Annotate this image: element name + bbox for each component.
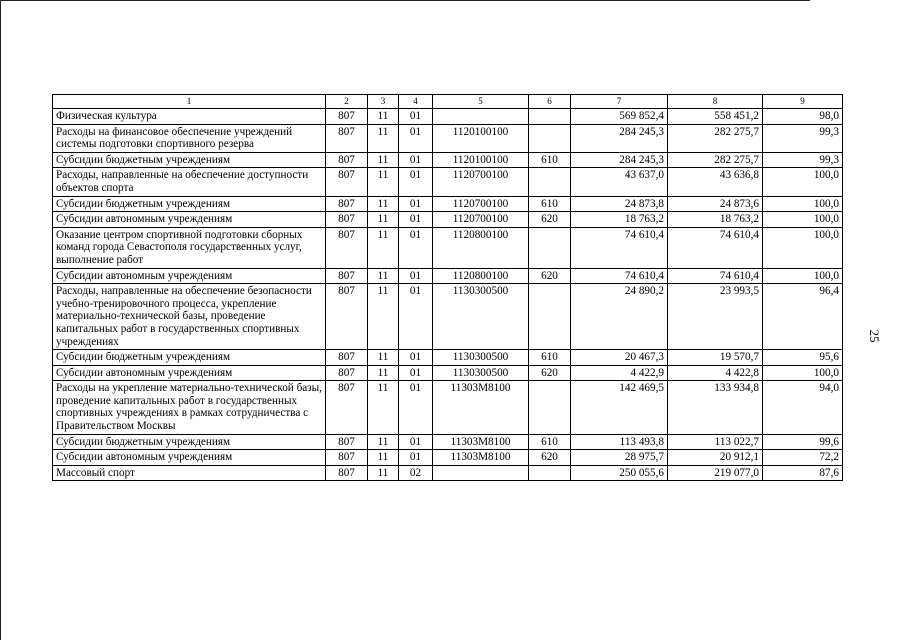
table-row [53, 381, 843, 434]
target-article-cell: 1130300500 [433, 350, 529, 366]
scan-edge-top [0, 0, 810, 1]
row-name-cell: Субсидии бюджетным учреждениям [53, 350, 326, 366]
expense-type-cell [529, 124, 571, 152]
planned-amount-cell: 24 873,8 [571, 196, 668, 212]
target-article-cell: 11303М8100 [433, 450, 529, 466]
planned-amount-cell: 284 245,3 [571, 124, 668, 152]
section-cell: 11 [368, 284, 399, 350]
subsection-cell: 01 [399, 268, 433, 284]
planned-amount-cell: 20 467,3 [571, 350, 668, 366]
expense-type-cell: 620 [529, 450, 571, 466]
section-cell: 11 [368, 196, 399, 212]
row-name-cell: Субсидии автономным учреждениям [53, 365, 326, 381]
admin-code-cell: 807 [326, 450, 368, 466]
admin-code-cell: 807 [326, 381, 368, 434]
actual-amount-cell: 219 077,0 [668, 465, 763, 481]
planned-amount-cell: 74 610,4 [571, 227, 668, 268]
admin-code-cell: 807 [326, 365, 368, 381]
target-article-cell [433, 465, 529, 481]
row-name-cell: Массовый спорт [53, 465, 326, 481]
actual-amount-cell: 133 934,8 [668, 381, 763, 434]
actual-amount-cell: 113 022,7 [668, 434, 763, 450]
expense-type-cell [529, 109, 571, 125]
expense-type-cell: 610 [529, 434, 571, 450]
row-name-cell: Физическая культура [53, 109, 326, 125]
row-name-cell: Субсидии бюджетным учреждениям [53, 152, 326, 168]
row-name-cell: Субсидии бюджетным учреждениям [53, 196, 326, 212]
table-header [53, 95, 843, 109]
expense-type-cell: 620 [529, 365, 571, 381]
target-article-cell: 1120100100 [433, 124, 529, 152]
row-name-cell: Расходы, направленные на обеспечение доступности объектов спорта [53, 168, 326, 196]
scan-edge-left [0, 0, 1, 640]
actual-amount-cell: 24 873,6 [668, 196, 763, 212]
target-article-cell: 1120700100 [433, 168, 529, 196]
row-name-cell: Расходы на финансовое обеспечение учреждений системы подготовки спортивного резерва [53, 124, 326, 152]
admin-code-cell: 807 [326, 196, 368, 212]
expense-type-cell: 620 [529, 212, 571, 228]
actual-amount-cell: 282 275,7 [668, 124, 763, 152]
row-name-cell: Субсидии автономным учреждениям [53, 212, 326, 228]
subsection-cell: 01 [399, 212, 433, 228]
planned-amount-cell: 569 852,4 [571, 109, 668, 125]
expense-type-cell: 610 [529, 350, 571, 366]
subsection-cell: 01 [399, 227, 433, 268]
planned-amount-cell: 113 493,8 [571, 434, 668, 450]
execution-percent-cell: 100,0 [763, 365, 843, 381]
header-cell-col-3: 3 [368, 95, 399, 109]
admin-code-cell: 807 [326, 350, 368, 366]
subsection-cell: 01 [399, 168, 433, 196]
execution-percent-cell: 99,3 [763, 152, 843, 168]
admin-code-cell: 807 [326, 465, 368, 481]
execution-percent-cell: 99,3 [763, 124, 843, 152]
section-cell: 11 [368, 212, 399, 228]
budget-table [52, 94, 843, 481]
section-cell: 11 [368, 168, 399, 196]
subsection-cell: 01 [399, 350, 433, 366]
table-row [53, 450, 843, 466]
admin-code-cell: 807 [326, 212, 368, 228]
target-article-cell [433, 109, 529, 125]
actual-amount-cell: 282 275,7 [668, 152, 763, 168]
section-cell: 11 [368, 124, 399, 152]
actual-amount-cell: 4 422,8 [668, 365, 763, 381]
table-row [53, 465, 843, 481]
expense-type-cell: 610 [529, 196, 571, 212]
target-article-cell: 1120800100 [433, 227, 529, 268]
subsection-cell: 01 [399, 381, 433, 434]
actual-amount-cell: 558 451,2 [668, 109, 763, 125]
header-row [53, 95, 843, 109]
target-article-cell: 1120800100 [433, 268, 529, 284]
row-name-cell: Оказание центром спортивной подготовки сборных команд города Севастополя государственных услуг, выполнение работ [53, 227, 326, 268]
section-cell: 11 [368, 152, 399, 168]
expense-type-cell [529, 227, 571, 268]
header-cell-col-6: 6 [529, 95, 571, 109]
expense-type-cell [529, 381, 571, 434]
planned-amount-cell: 18 763,2 [571, 212, 668, 228]
actual-amount-cell: 23 993,5 [668, 284, 763, 350]
execution-percent-cell: 100,0 [763, 168, 843, 196]
subsection-cell: 01 [399, 284, 433, 350]
execution-percent-cell: 87,6 [763, 465, 843, 481]
execution-percent-cell: 100,0 [763, 268, 843, 284]
header-cell-col-7: 7 [571, 95, 668, 109]
planned-amount-cell: 284 245,3 [571, 152, 668, 168]
planned-amount-cell: 74 610,4 [571, 268, 668, 284]
section-cell: 11 [368, 350, 399, 366]
execution-percent-cell: 94,0 [763, 381, 843, 434]
row-name-cell: Расходы, направленные на обеспечение безопасности учебно-тренировочного процесса, укрепление материально-технической базы, проведение капитальных работ в государственных спортивных учреждениях [53, 284, 326, 350]
planned-amount-cell: 24 890,2 [571, 284, 668, 350]
table-row [53, 212, 843, 228]
execution-percent-cell: 100,0 [763, 196, 843, 212]
target-article-cell: 11303М8100 [433, 434, 529, 450]
planned-amount-cell: 142 469,5 [571, 381, 668, 434]
target-article-cell: 1130300500 [433, 284, 529, 350]
table-row [53, 268, 843, 284]
execution-percent-cell: 100,0 [763, 227, 843, 268]
table-row [53, 350, 843, 366]
actual-amount-cell: 74 610,4 [668, 268, 763, 284]
table-row [53, 124, 843, 152]
subsection-cell: 01 [399, 450, 433, 466]
subsection-cell: 01 [399, 109, 433, 125]
actual-amount-cell: 74 610,4 [668, 227, 763, 268]
row-name-cell: Субсидии бюджетным учреждениям [53, 434, 326, 450]
section-cell: 11 [368, 381, 399, 434]
table-row [53, 196, 843, 212]
header-cell-col-8: 8 [668, 95, 763, 109]
table-body [53, 109, 843, 481]
subsection-cell: 01 [399, 196, 433, 212]
page-number: 25 [867, 329, 882, 343]
subsection-cell: 01 [399, 434, 433, 450]
expense-type-cell [529, 168, 571, 196]
admin-code-cell: 807 [326, 284, 368, 350]
section-cell: 11 [368, 227, 399, 268]
table-row [53, 168, 843, 196]
section-cell: 11 [368, 365, 399, 381]
row-name-cell: Расходы на укрепление материально-технической базы, проведение капитальных работ в государственных спортивных учреждениях в рамках сотрудничества с Правительством Москвы [53, 381, 326, 434]
execution-percent-cell: 100,0 [763, 212, 843, 228]
header-cell-col-9: 9 [763, 95, 843, 109]
execution-percent-cell: 72,2 [763, 450, 843, 466]
section-cell: 11 [368, 465, 399, 481]
header-cell-col-5: 5 [433, 95, 529, 109]
target-article-cell: 1120100100 [433, 152, 529, 168]
header-cell-col-2: 2 [326, 95, 368, 109]
execution-percent-cell: 96,4 [763, 284, 843, 350]
subsection-cell: 01 [399, 124, 433, 152]
table-row [53, 109, 843, 125]
planned-amount-cell: 250 055,6 [571, 465, 668, 481]
admin-code-cell: 807 [326, 109, 368, 125]
table-row [53, 365, 843, 381]
planned-amount-cell: 4 422,9 [571, 365, 668, 381]
actual-amount-cell: 18 763,2 [668, 212, 763, 228]
execution-percent-cell: 99,6 [763, 434, 843, 450]
section-cell: 11 [368, 109, 399, 125]
table-row [53, 284, 843, 350]
table-row [53, 152, 843, 168]
table-row [53, 227, 843, 268]
planned-amount-cell: 43 637,0 [571, 168, 668, 196]
admin-code-cell: 807 [326, 227, 368, 268]
actual-amount-cell: 43 636,8 [668, 168, 763, 196]
subsection-cell: 01 [399, 365, 433, 381]
subsection-cell: 01 [399, 152, 433, 168]
header-cell-col-4: 4 [399, 95, 433, 109]
expense-type-cell: 620 [529, 268, 571, 284]
expense-type-cell: 610 [529, 152, 571, 168]
execution-percent-cell: 95,6 [763, 350, 843, 366]
section-cell: 11 [368, 450, 399, 466]
admin-code-cell: 807 [326, 168, 368, 196]
row-name-cell: Субсидии автономным учреждениям [53, 450, 326, 466]
admin-code-cell: 807 [326, 268, 368, 284]
section-cell: 11 [368, 434, 399, 450]
subsection-cell: 02 [399, 465, 433, 481]
admin-code-cell: 807 [326, 124, 368, 152]
actual-amount-cell: 19 570,7 [668, 350, 763, 366]
row-name-cell: Субсидии автономным учреждениям [53, 268, 326, 284]
admin-code-cell: 807 [326, 434, 368, 450]
header-cell-col-1: 1 [53, 95, 326, 109]
target-article-cell: 1120700100 [433, 212, 529, 228]
planned-amount-cell: 28 975,7 [571, 450, 668, 466]
table-row [53, 434, 843, 450]
target-article-cell: 1130300500 [433, 365, 529, 381]
expense-type-cell [529, 465, 571, 481]
section-cell: 11 [368, 268, 399, 284]
target-article-cell: 1120700100 [433, 196, 529, 212]
execution-percent-cell: 98,0 [763, 109, 843, 125]
target-article-cell: 11303М8100 [433, 381, 529, 434]
actual-amount-cell: 20 912,1 [668, 450, 763, 466]
admin-code-cell: 807 [326, 152, 368, 168]
expense-type-cell [529, 284, 571, 350]
